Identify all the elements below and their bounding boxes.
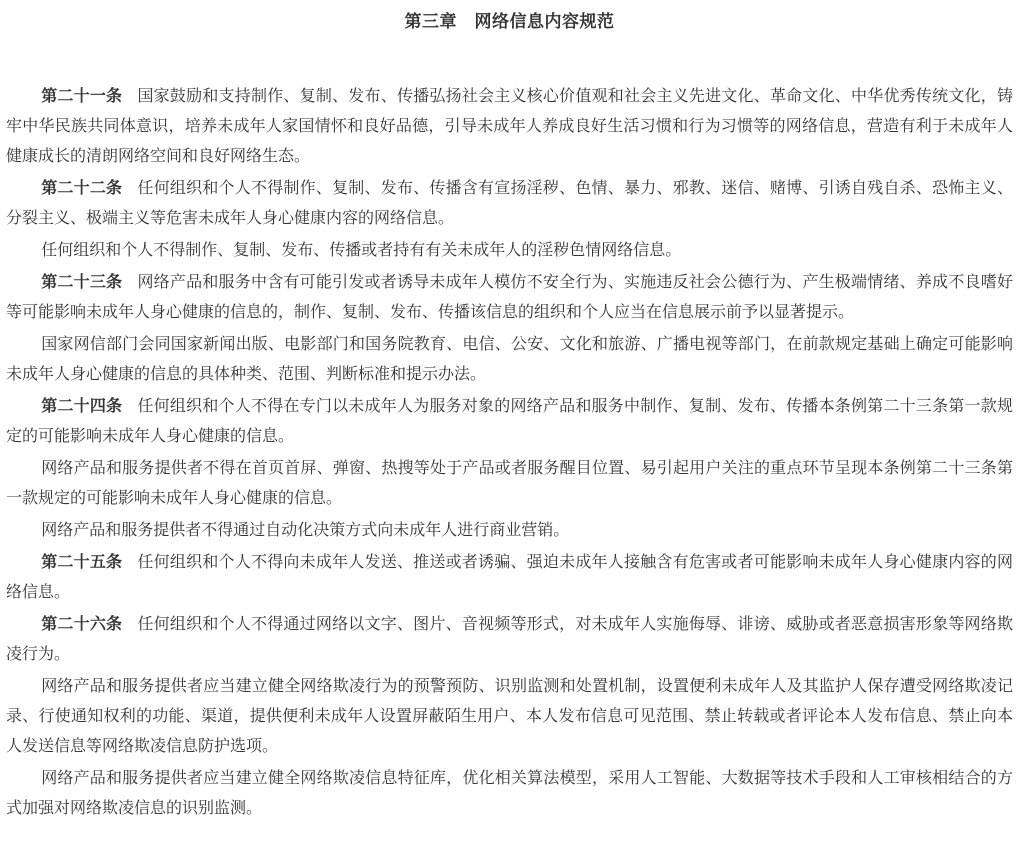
article-paragraph — [6, 392, 1013, 452]
article-paragraph — [6, 454, 1013, 514]
paragraph-text: 国家鼓励和支持制作、复制、发布、传播弘扬社会主义核心价值观和社会主义先进文化、革命文化、中华优秀传统文化，铸牢中华民族共同体意识，培养未成年人家国情怀和良好品德，引导未成年人养成良好生活习惯和行为习惯等的网络信息，营造有利于未成年人健康成长的清朗网络空间和良好网络生态。 — [6, 88, 1013, 165]
paragraph-text: 国家网信部门会同国家新闻出版、电影部门和国务院教育、电信、公安、文化和旅游、广播电视等部门，在前款规定基础上确定可能影响未成年人身心健康的信息的具体种类、范围、判断标准和提示办法。 — [6, 336, 1013, 383]
article-paragraph — [6, 516, 1013, 546]
chapter-title: 第三章 网络信息内容规范 — [404, 12, 615, 31]
article-number: 第二十四条 — [41, 398, 123, 415]
document-body — [6, 82, 1013, 824]
article-paragraph — [6, 268, 1013, 328]
article-paragraph — [6, 236, 1013, 266]
article-number: 第二十三条 — [41, 274, 123, 291]
paragraph-text: 任何组织和个人不得在专门以未成年人为服务对象的网络产品和服务中制作、复制、发布、传播本条例第二十三条第一款规定的可能影响未成年人身心健康的信息。 — [6, 398, 1013, 445]
paragraph-text: 任何组织和个人不得向未成年人发送、推送或者诱骗、强迫未成年人接触含有危害或者可能影响未成年人身心健康内容的网络信息。 — [6, 554, 1013, 601]
article-number: 第二十二条 — [41, 180, 123, 197]
paragraph-text: 网络产品和服务提供者不得在首页首屏、弹窗、热搜等处于产品或者服务醒目位置、易引起用户关注的重点环节呈现本条例第二十三条第一款规定的可能影响未成年人身心健康的信息。 — [6, 460, 1013, 507]
paragraph-text: 网络产品和服务提供者应当建立健全网络欺凌行为的预警预防、识别监测和处置机制，设置便利未成年人及其监护人保存遭受网络欺凌记录、行使通知权利的功能、渠道，提供便利未成年人设置屏蔽陌生用户、本人发布信息可见范围、禁止转载或者评论本人发布信息、禁止向本人发送信息等网络欺凌信息防护选项。 — [6, 678, 1013, 755]
paragraph-text: 任何组织和个人不得制作、复制、发布、传播含有宣扬淫秽、色情、暴力、邪教、迷信、赌博、引诱自残自杀、恐怖主义、分裂主义、极端主义等危害未成年人身心健康内容的网络信息。 — [6, 180, 1013, 227]
article-paragraph — [6, 174, 1013, 234]
article-paragraph — [6, 548, 1013, 608]
article-number: 第二十五条 — [41, 554, 123, 571]
article-paragraph — [6, 82, 1013, 172]
article-number: 第二十六条 — [41, 616, 123, 633]
paragraph-text: 任何组织和个人不得制作、复制、发布、传播或者持有有关未成年人的淫秽色情网络信息。 — [41, 242, 682, 259]
article-paragraph — [6, 672, 1013, 762]
paragraph-text: 网络产品和服务中含有可能引发或者诱导未成年人模仿不安全行为、实施违反社会公德行为、产生极端情绪、养成不良嗜好等可能影响未成年人身心健康的信息的，制作、复制、发布、传播该信息的组织和个人应当在信息展示前予以显著提示。 — [6, 274, 1013, 321]
paragraph-text: 任何组织和个人不得通过网络以文字、图片、音视频等形式，对未成年人实施侮辱、诽谤、威胁或者恶意损害形象等网络欺凌行为。 — [6, 616, 1013, 663]
article-number: 第二十一条 — [41, 88, 123, 105]
article-paragraph — [6, 764, 1013, 824]
article-paragraph — [6, 610, 1013, 670]
paragraph-text: 网络产品和服务提供者应当建立健全网络欺凌信息特征库，优化相关算法模型，采用人工智能、大数据等技术手段和人工审核相结合的方式加强对网络欺凌信息的识别监测。 — [6, 770, 1013, 817]
article-paragraph — [6, 330, 1013, 390]
paragraph-text: 网络产品和服务提供者不得通过自动化决策方式向未成年人进行商业营销。 — [41, 522, 570, 539]
